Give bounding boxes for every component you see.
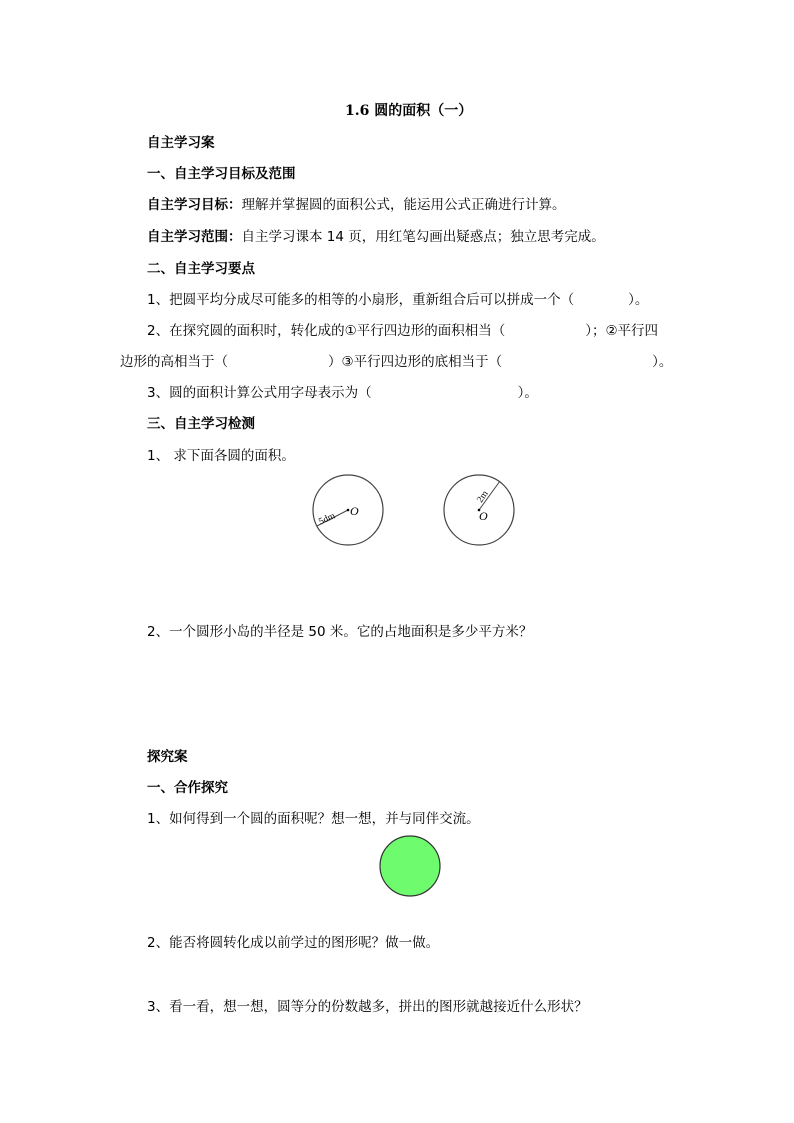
explore-question-3: 3、看一看，想一想，圆等分的份数越多，拼出的图形就越接近什么形状？	[147, 999, 588, 1015]
point-1-close: ）。	[628, 292, 649, 308]
circle-2m-radius-label: 2m	[475, 489, 491, 505]
point-2-cont	[120, 353, 672, 371]
check-question-2: 2、一个圆形小岛的半径是 50 米。它的占地面积是多少平方米？	[147, 624, 533, 640]
goal-label: 自主学习目标：	[147, 197, 242, 213]
circle-5dm	[313, 475, 383, 545]
goal-line	[147, 196, 566, 214]
check-question-1: 1、 求下面各圆的面积。	[147, 448, 295, 464]
circle-5dm-center-label: O	[350, 504, 359, 518]
explore-question-1: 1、如何得到一个圆的面积呢？想一想，并与同伴交流。	[147, 811, 480, 827]
circle-5dm-radius-label: 5dm	[317, 511, 337, 528]
point-2-text-d: ）③平行四边形的底相当于（	[328, 354, 503, 370]
circle-2m-center-label: O	[479, 509, 488, 523]
point-3-text: 3、圆的面积计算公式用字母表示为（	[147, 385, 372, 401]
explore-heading: 探究案	[147, 749, 188, 765]
point-2-text-c: 边形的高相当于（	[120, 354, 228, 370]
circle-5dm-center-dot	[347, 509, 350, 512]
point-3-close: ）。	[517, 385, 538, 401]
cooperate-heading: 一、合作探究	[147, 780, 228, 796]
point-3	[147, 384, 538, 402]
goal-scope-heading: 一、自主学习目标及范围	[147, 166, 296, 182]
circle-figures	[0, 470, 794, 550]
point-1-text: 1、把圆平均分成尽可能多的相等的小扇形，重新组合后可以拼成一个（	[147, 292, 575, 308]
point-1	[147, 291, 648, 309]
point-2-text-e: ）。	[652, 354, 673, 370]
point-2-text-b: ）；②平行四	[585, 323, 659, 339]
green-circle	[380, 836, 440, 896]
key-points-heading: 二、自主学习要点	[147, 261, 255, 277]
explore-question-2: 2、能否将圆转化成以前学过的图形呢？做一做。	[147, 935, 440, 951]
self-study-heading: 自主学习案	[147, 135, 215, 151]
scope-text: 自主学习课本 14 页，用红笔勾画出疑惑点；独立思考完成。	[241, 229, 605, 245]
point-2-text: 2、在探究圆的面积时，转化成的①平行四边形的面积相当（	[147, 323, 506, 339]
point-2	[147, 322, 658, 340]
check-heading: 三、自主学习检测	[147, 416, 255, 432]
circle-2m	[444, 475, 514, 545]
scope-line	[147, 228, 605, 246]
scope-label: 自主学习范围：	[147, 229, 242, 245]
green-circle-figure	[375, 831, 445, 901]
goal-text: 理解并掌握圆的面积公式，能运用公式正确进行计算。	[241, 197, 566, 213]
page-title: 1.6 圆的面积（一）	[345, 103, 473, 119]
